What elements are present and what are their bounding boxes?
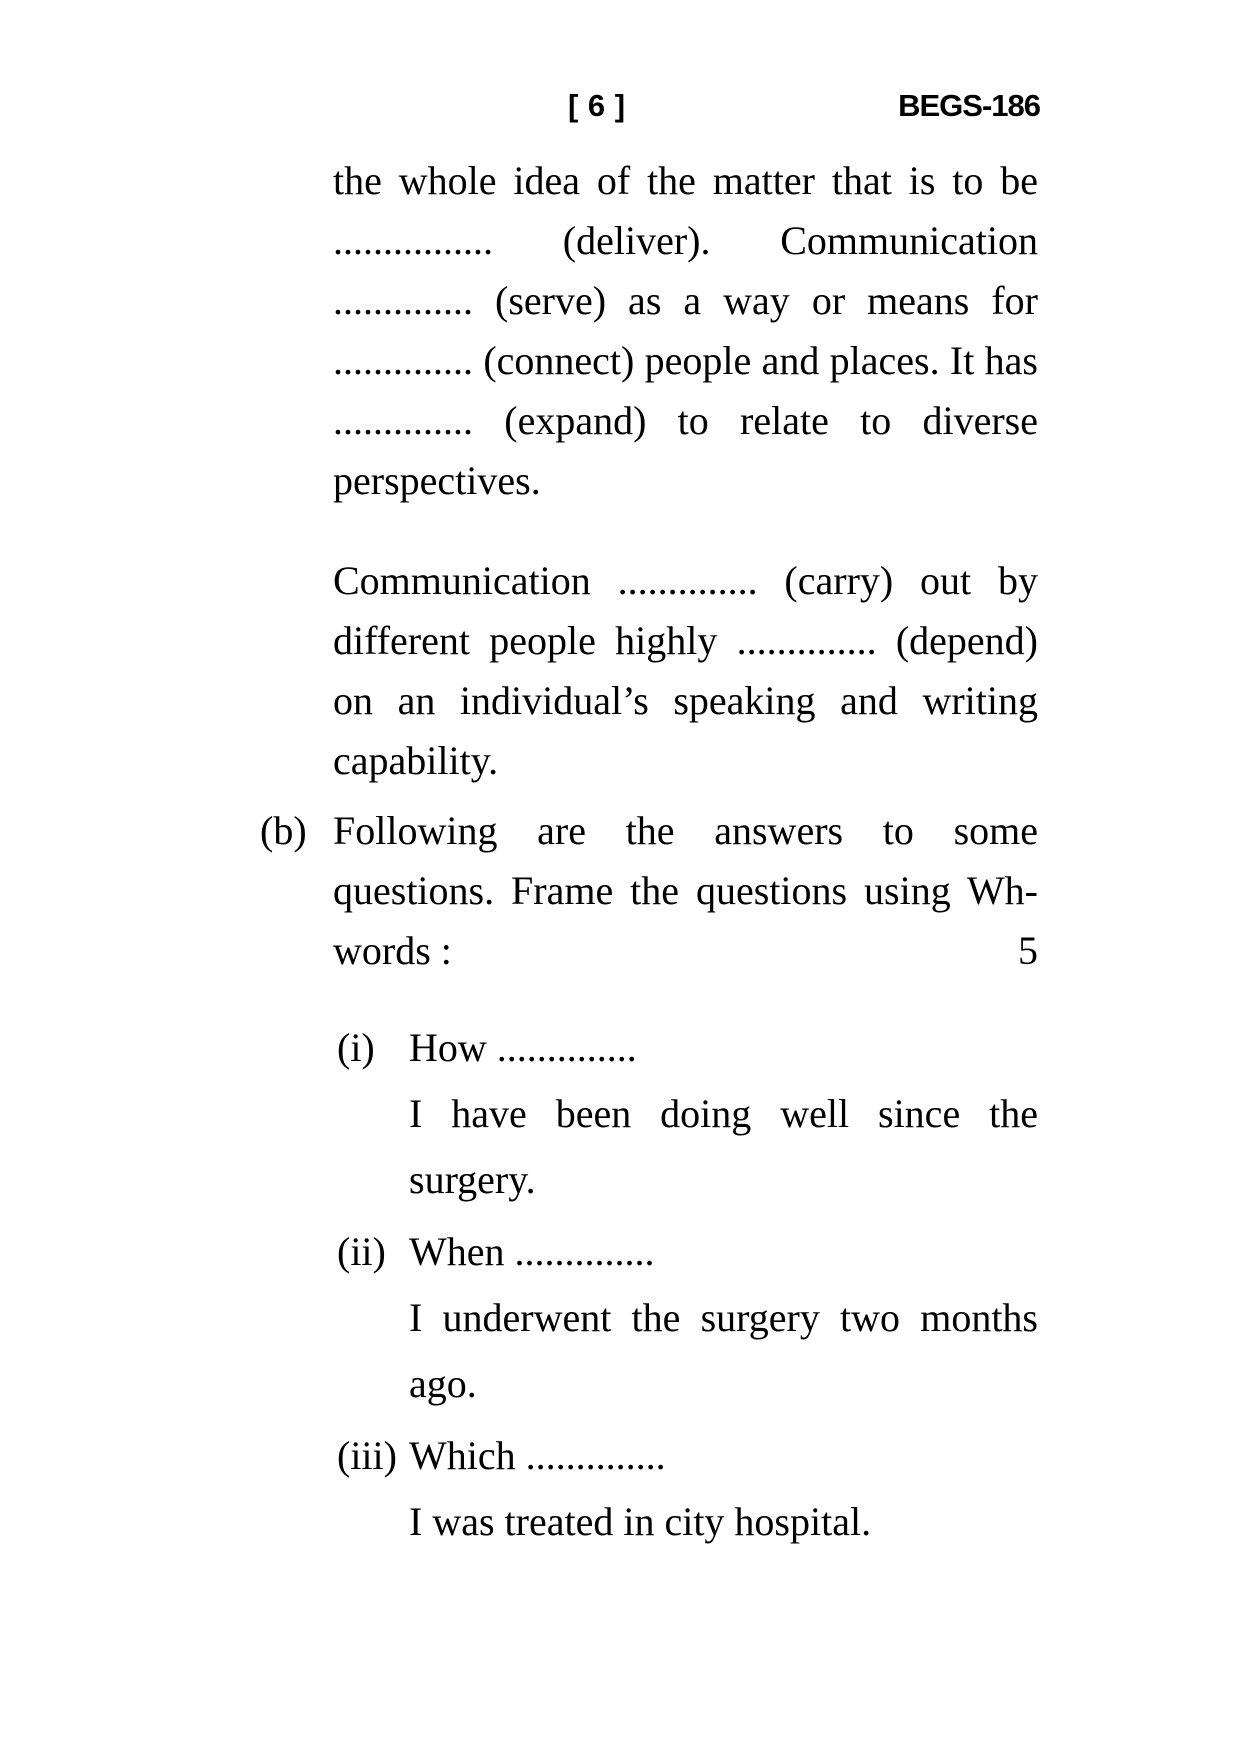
question-stem-line: Which .............. [409,1433,666,1478]
text-line: the whole idea of the matter that is to be [333,158,1038,203]
text-line: capability. [333,738,499,783]
page-header [260,89,1040,123]
text-line: questions. Frame the questions using Wh- [333,868,1038,913]
answer-line: I underwent the surgery two months [409,1295,1038,1340]
question-stem-line: How .............. [409,1025,637,1070]
sub-question-label: (iii) [337,1433,397,1478]
sub-question-i [337,1015,1040,1213]
answer-line: ago. [409,1361,477,1406]
sub-question-list [260,1015,1040,1555]
answer-line: surgery. [409,1157,536,1202]
text-line: Communication .............. (carry) out by [333,558,1038,603]
sub-question-content [409,1015,1038,1213]
text-line: on an individual’s speaking and writing [333,678,1038,723]
paragraph-fill-blanks-2 [333,551,1038,791]
sub-question-ii [337,1219,1040,1417]
sub-question-label: (i) [337,1025,375,1070]
sub-question-content [409,1219,1038,1417]
sub-question-content [409,1423,1038,1555]
question-b-text [333,801,1038,981]
question-b [260,801,1040,981]
paragraph-fill-blanks-1 [333,151,1038,511]
answer-line: I was treated in city hospital. [409,1499,872,1544]
text-line-with-marks [333,921,1038,981]
text-line: .............. (serve) as a way or means for [333,278,1038,323]
question-b-label: (b) [260,808,307,853]
question-stem-line: When .............. [409,1229,655,1274]
sub-question-label: (ii) [337,1229,386,1274]
text-line: .............. (expand) to relate to diverse [333,398,1038,443]
text-line: ................ (deliver). Communication [333,218,1038,263]
course-code: BEGS-186 [898,88,1040,123]
page-number: [ 6 ] [568,88,626,123]
text-line: Following are the answers to some [333,808,1038,853]
text-line: words : [333,928,452,973]
answer-line: I have been doing well since the [409,1091,1038,1136]
text-line: perspectives. [333,458,541,503]
text-line: different people highly .............. (depend) [333,618,1038,663]
sub-question-iii [337,1423,1040,1555]
text-line: .............. (connect) people and places. It has [333,338,1038,383]
document-body [260,151,1040,1555]
marks-value: 5 [1018,928,1038,973]
